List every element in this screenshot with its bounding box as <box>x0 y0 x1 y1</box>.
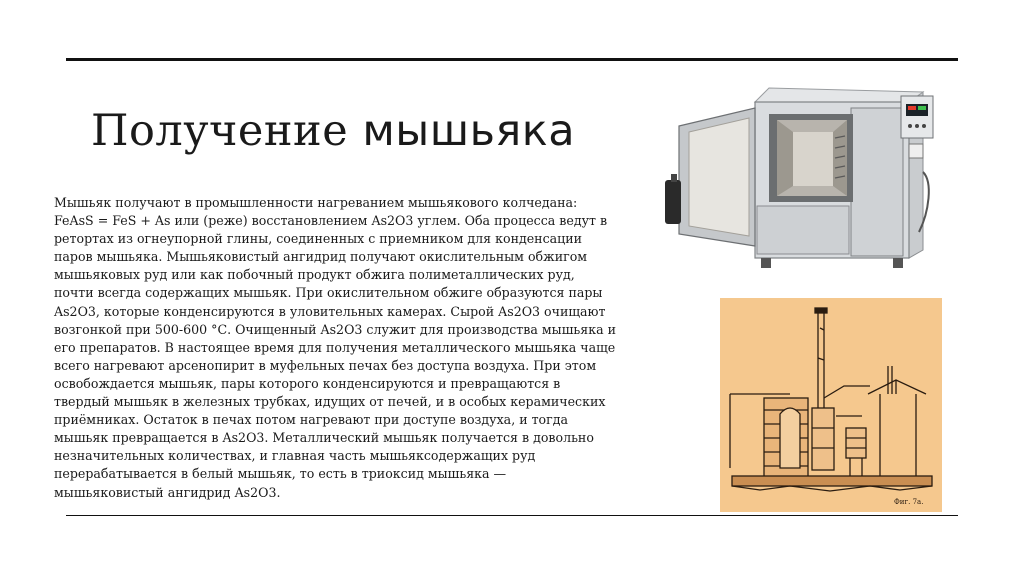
slide-title <box>91 106 575 156</box>
arsenic-plant-drawing <box>720 298 942 512</box>
top-rule <box>66 58 958 61</box>
bottom-rule <box>66 515 958 516</box>
title-part-2: мышьяка <box>362 106 576 156</box>
body-paragraph: Мышьяк получают в промышленности нагреванием мышьякового колчедана: FeAsS = FeS + As или (реже) восстановлением As2O3 углем. Оба процесса ведут в ретортах из огнеупорной глины, соединенных с приемником для конденсации паров мышьяка. Мышьяковистый ангидрид получают окислительным обжигом мышьяковых руд или как побочный продукт обжига полиметаллических руд, почти всегда содержащих мышьяк. При окислительном обжиге образуются пары As2O3, которые конденсируются в уловительных камерах. Сырой As2O3 очищают возгонкой при 500-600 °С. Очищенный As2O3 служит для производства мышьяка и его препаратов. В настоящее время для получения металлического мышьяка чаще всего нагревают арсенопирит в муфельных печах без доступа воздуха. При этом освобождается мышьяк, пары которого конденсируются и превращаются в твердый мышьяк в железных трубках, идущих от печей, и в особых керамических приёмниках. Остаток в печах потом нагревают при доступе воздуха, и тогда мышьяк превращается в As2O3. Металлический мышьяк получается в довольно незначительных количествах, и главная часть мышьяксодержащих руд перерабатывается в белый мышьяк, то есть в триоксид мышьяка — мышьяковистый ангидрид As2O3. <box>54 195 616 500</box>
muffle-furnace-image <box>657 82 947 292</box>
drawing-caption: Фиг. 7а. <box>894 498 924 506</box>
title-part-1: Получение <box>91 106 349 156</box>
